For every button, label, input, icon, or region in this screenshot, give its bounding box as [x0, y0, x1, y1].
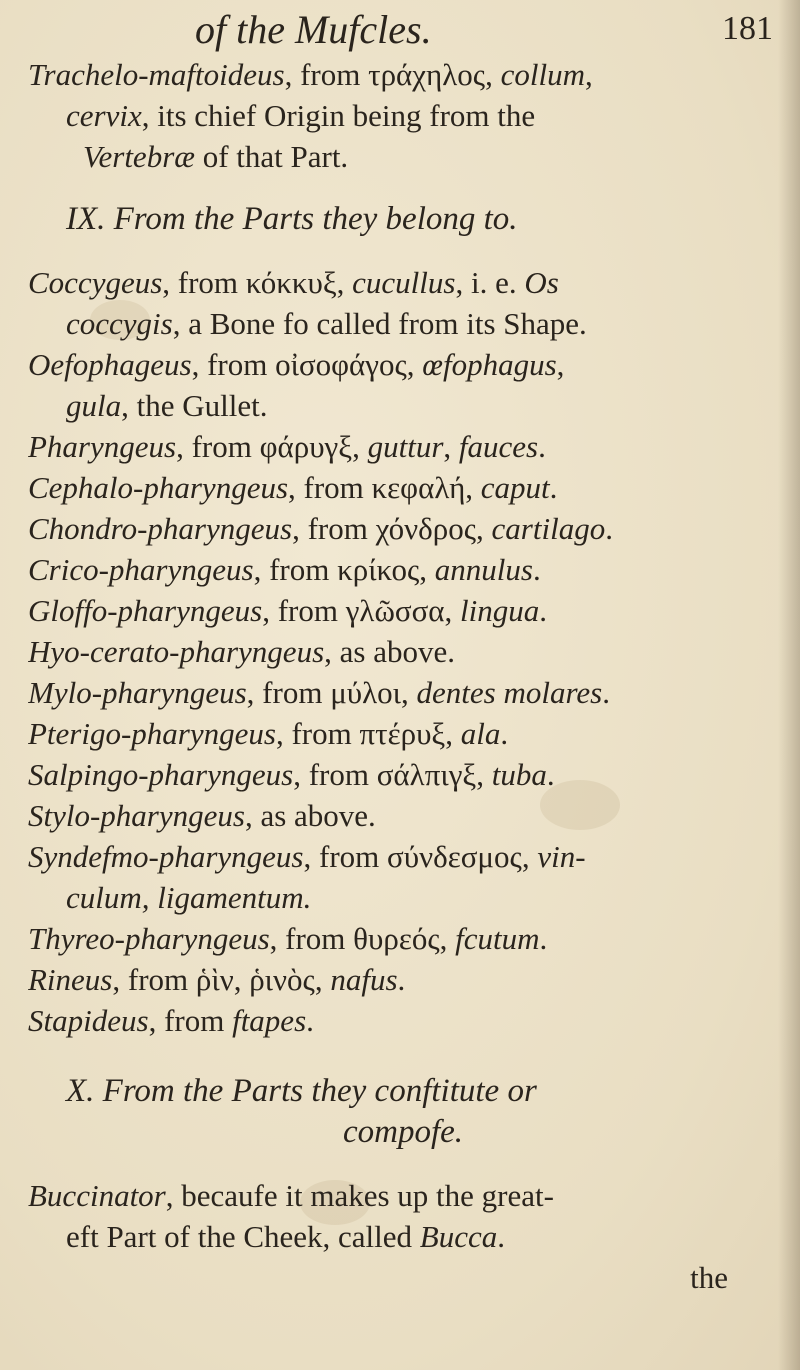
text-line: Pterigo-pharyngeus, from πτέρυξ, ala.	[28, 716, 509, 751]
text-line: gula, the Gullet.	[66, 388, 268, 423]
text-line: Cephalo-pharyngeus, from κεφαλή, caput.	[28, 470, 558, 505]
text-line: Thyreo-pharyngeus, from θυρεός, fcutum.	[28, 921, 548, 956]
body-text	[28, 54, 778, 1298]
spacer	[28, 240, 778, 262]
spacer	[28, 1153, 778, 1175]
text-line: Salpingo-pharyngeus, from σάλπιγξ, tuba.	[28, 757, 555, 792]
text-line: Hyo-cerato-pharyngeus, as above.	[28, 634, 455, 669]
text-line: Coccygeus, from κόκκυξ, cucullus, i. e. Os	[28, 265, 559, 300]
text-line: Syndefmo-pharyngeus, from σύνδεσμος, vin-	[28, 839, 586, 874]
text-line: Gloffo-pharyngeus, from γλῶσσα, lingua.	[28, 593, 548, 628]
text-line: Chondro-pharyngeus, from χόνδρος, cartilago.	[28, 511, 613, 546]
page-gutter-shadow	[778, 0, 800, 1370]
text-line: Stapideus, from ftapes.	[28, 1003, 314, 1038]
page-number: 181	[722, 10, 773, 47]
text-line: coccygis, a Bone fo called from its Shape.	[66, 306, 587, 341]
text-line: Buccinator, becaufe it makes up the great-	[28, 1178, 554, 1213]
spacer	[28, 177, 778, 199]
section-heading-continued: compofe.	[342, 1114, 464, 1150]
text-line: culum, ligamentum.	[66, 880, 312, 915]
running-head: of the Mufcles.	[195, 7, 432, 52]
text-line: Vertebræ of that Part.	[83, 139, 349, 174]
text-line: Rineus, from ῥὶν, ῥινὸς, nafus.	[28, 962, 406, 997]
text-line: Pharyngeus, from φάρυγξ, guttur, fauces.	[28, 429, 546, 464]
text-line: Mylo-pharyngeus, from μύλοι, dentes molares.	[28, 675, 610, 710]
text-line: Stylo-pharyngeus, as above.	[28, 798, 376, 833]
catchword: the	[690, 1260, 728, 1295]
text-line: Trachelo-maftoideus, from τράχηλος, collum,	[28, 57, 593, 92]
text-line: Crico-pharyngeus, from κρίκος, annulus.	[28, 552, 541, 587]
page-header	[0, 6, 800, 52]
text-line: eft Part of the Cheek, called Bucca.	[66, 1219, 505, 1254]
text-line: cervix, its chief Origin being from the	[66, 98, 536, 133]
section-heading: IX. From the Parts they belong to.	[66, 201, 518, 237]
section-heading: X. From the Parts they conftitute or	[66, 1073, 537, 1109]
spacer	[28, 1041, 778, 1071]
text-line: Oefophageus, from οἰσοφάγος, œfophagus,	[28, 347, 565, 382]
